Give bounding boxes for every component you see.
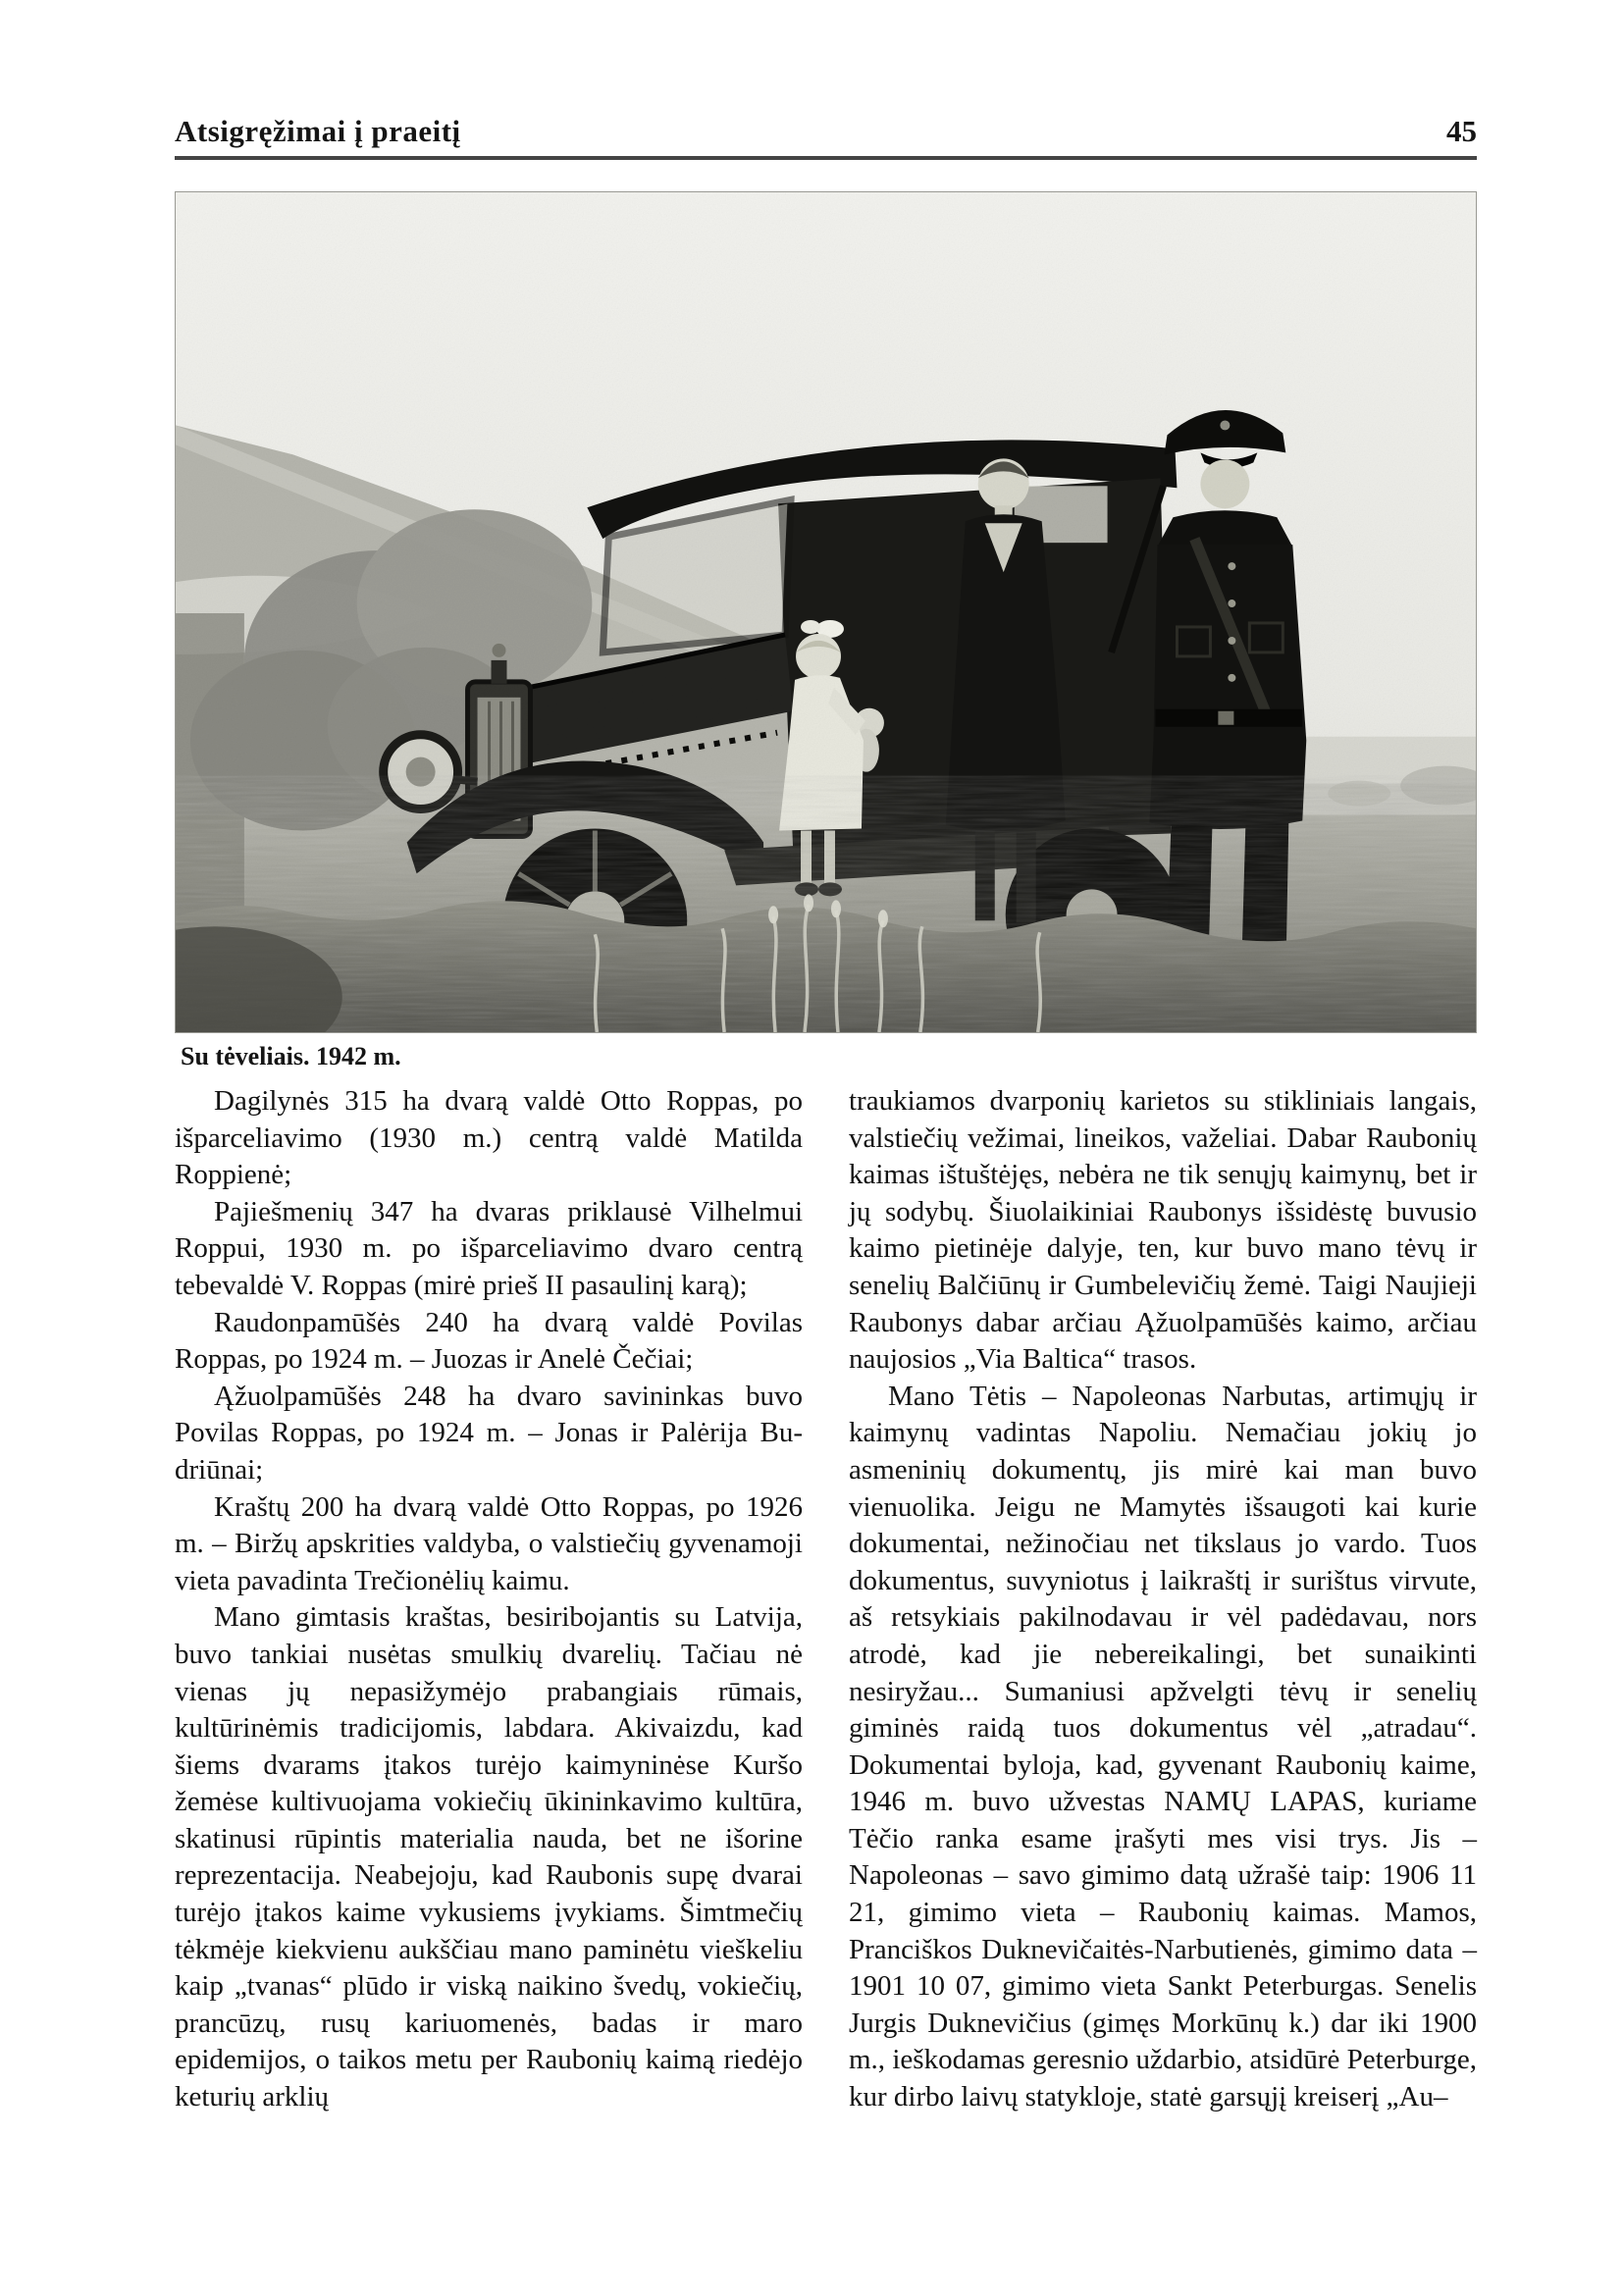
paragraph: Pajiešmenių 347 ha dvaras priklausė Vilhelmui Roppui, 1930 m. po išparceliavimo dvaro centrą tebevaldė V. Roppas (mirė prieš II pasaulinį karą);: [175, 1195, 803, 1301]
photo-caption: Su tėveliais. 1942 m.: [181, 1042, 401, 1070]
family-photograph: [175, 191, 1477, 1033]
running-header-title: Atsigręžimai į praeitį: [175, 114, 461, 148]
text-columns: [175, 1083, 1477, 2116]
paragraph: Ąžuolpamūšės 248 ha dvaro savininkas buvo Povilas Roppas, po 1924 m. – Jonas ir Palėrija Bu-driūnai;: [175, 1380, 803, 1486]
paragraph: Raudonpamūšės 240 ha dvarą valdė Povilas Roppas, po 1924 m. – Juozas ir Anelė Čečiai;: [175, 1306, 803, 1376]
paragraph: Mano Tėtis – Napoleonas Narbutas, artimųjų ir kaimynų vadintas Napoliu. Nemačiau jokių jo asmeninių dokumentų, jis mirė kai man buvo vienuolika. Jeigu ne Mamytės išsaugoti kai kurie dokumentai, nežinočiau net tikslaus jo vardo. Tuos dokumentus, suvyniotus į laikraštį ir surištus virvute, aš retsykiais pakilnodavau ir vėl padėdavau, nors atrodė, kad jie nebereikalingi, bet sunaikinti nesiryžau... Sumaniusi apžvelgti tėvų ir senelių giminės raidą tuos dokumentus vėl „atradau“. Dokumentai byloja, kad, gyvenant Raubonių kaime, 1946 m. buvo užvestas NAMŲ LAPAS, kuriame Tėčio ranka esame įrašyti mes visi trys. Jis – Napoleonas – savo gimimo datą užrašė taip: 1906 11 21, gimimo vieta – Raubonių kaimas. Mamos, Pranciškos Duknevičaitės-Narbutienės, gimimo data – 1901 10 07, gimimo vieta Sankt Peterburgas. Senelis Jurgis Duknevičius (gimęs Morkūnų k.) dar iki 1900 m., ieškodamas geresnio uždarbio, atsidūrė Peterburge, kur dirbo laivų statykloje, statė garsųjį kreiserį „Au–: [849, 1380, 1477, 2113]
page-number: 45: [1446, 114, 1477, 148]
paragraph: Kraštų 200 ha dvarą valdė Otto Roppas, po 1926 m. – Biržų apskrities valdyba, o valstiečių gyvenamoji vieta pavadinta Trečionėlių kaimu.: [175, 1490, 803, 1596]
left-column: [175, 1083, 803, 2116]
photo-illustration: [176, 192, 1476, 1032]
photo-grain: [176, 192, 1476, 1032]
right-column: [849, 1083, 1477, 2116]
paragraph: traukiamos dvarponių karietos su stikliniais langais, valstiečių vežimai, lineikos, važeliai. Dabar Raubonių kaimas ištuštėjęs, nebėra ne tik senųjų kaimynų, bet ir jų sodybų. Šiuolaikiniai Raubonys išsidėstę buvusio kaimo pietinėje dalyje, ten, kur buvo mano tėvų ir senelių Balčiūnų ir Gumbelevičių žemė. Taigi Naujieji Raubonys dabar arčiau Ąžuolpamūšės kaimo, arčiau naujosios „Via Baltica“ trasos.: [849, 1085, 1477, 1376]
paragraph: Dagilynės 315 ha dvarą valdė Otto Roppas, po išparceliavimo (1930 m.) centrą valdė Matilda Roppienė;: [175, 1085, 803, 1191]
paragraph: Mano gimtasis kraštas, besiribojantis su Latvija, buvo tankiai nusėtas smulkių dvarelių. Tačiau nė vienas jų nepasižymėjo prabangiais rūmais, kultūrinėmis tradicijomis, labdara. Akivaizdu, kad šiems dvarams įtakos turėjo kaimyninėse Kuršo žemėse kultivuojama vokiečių ūkininkavimo kultūra, skatinusi rūpintis materialia nauda, bet ne išorine reprezentacija. Neabejoju, kad Raubonis supę dvarai turėjo įtakos kaime vykusiems įvykiams. Šimtmečių tėkmėje kiekvienu aukščiau mano paminėtu vieškeliu kaip „tvanas“ plūdo ir viską naikino švedų, vokiečių, prancūzų, rusų kariuomenės, badas ir maro epidemijos, o taikos metu per Raubonių kaimą riedėjo keturių arklių: [175, 1601, 803, 2113]
header-rule: [175, 156, 1477, 160]
